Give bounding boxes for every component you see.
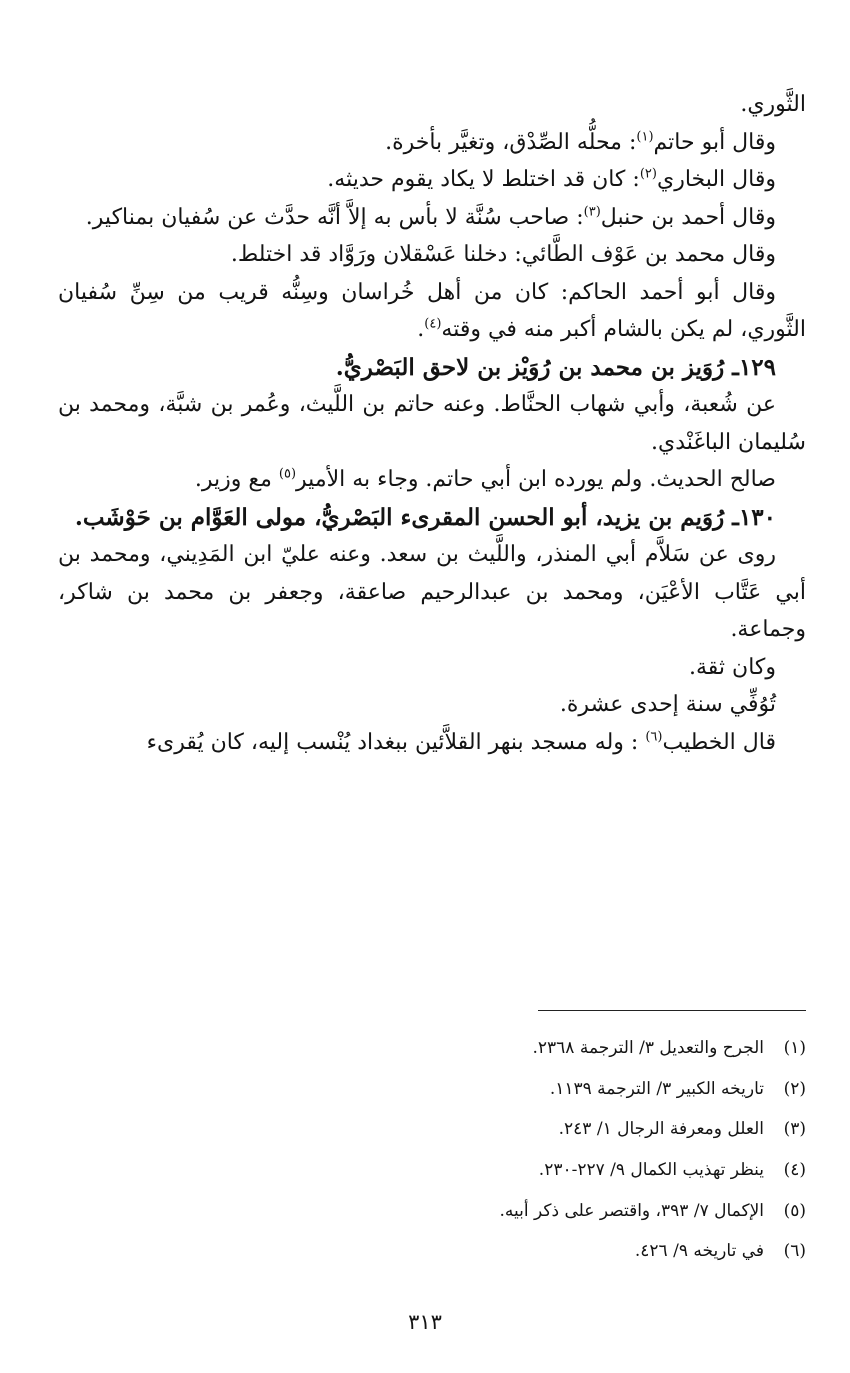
paragraph — [58, 236, 806, 274]
footnote-text: الجرح والتعديل ٣/ الترجمة ٢٣٦٨. — [532, 1038, 764, 1058]
paragraph-text: وقال أحمد بن حنبل — [600, 204, 776, 230]
footnotes — [58, 1028, 806, 1272]
paragraph-text: : صاحب سُنَّة لا بأس به إلاَّ أنَّه حدَّث عن سُفيان بمناكير. — [85, 204, 584, 230]
footnote-item — [58, 1191, 806, 1232]
paragraph-text: : محلُّه الصِّدْق، وتغيَّر بأخرة. — [385, 129, 637, 155]
footnote-item — [58, 1028, 806, 1069]
paragraph — [58, 649, 806, 687]
footnote-ref: (٤) — [424, 316, 442, 332]
paragraph — [58, 724, 806, 762]
paragraph-text: الثَّوري. — [740, 92, 806, 117]
footnote-item — [58, 1109, 806, 1150]
paragraph-text: مع وزير. — [194, 467, 279, 492]
footnote-item — [58, 1231, 806, 1272]
paragraph — [58, 686, 806, 724]
footnote-text: العلل ومعرفة الرجال ١/ ٢٤٣. — [558, 1119, 764, 1140]
paragraph — [58, 124, 806, 162]
paragraph-text: : وله مسجد بنهر القلاَّئين ببغداد يُنْسب إليه، كان يُقرىء — [146, 729, 646, 755]
footnote-ref: (٦) — [645, 729, 663, 745]
paragraph-text: قال الخطيب — [662, 729, 776, 755]
footnote-number: (٣) — [783, 1119, 806, 1140]
paragraph — [58, 86, 806, 124]
footnote-number: (٤) — [783, 1160, 806, 1181]
footnote-text: ينظر تهذيب الكمال ٩/ ٢٢٧-٢٣٠. — [538, 1160, 764, 1181]
footnote-text: الإكمال ٧/ ٣٩٣، واقتصر على ذكر أبيه. — [499, 1200, 764, 1221]
paragraph-text: وقال محمد بن عَوْف الطَّائي: دخلنا عَسْقلان ورَوَّاد قد اختلط. — [230, 242, 776, 267]
paragraph-text: وقال أبو أحمد الحاكم: كان من أهل خُراسان وسِنُّه قريب من سِنِّ سُفيان الثَّوري، لم يكن بالشام أكبر منه في وقته — [58, 279, 806, 342]
heading-text: ١٣٠ـ رُوَيم بن يزيد، أبو الحسن المقرىء البَصْريُّ، مولى العَوَّام بن حَوْشَب. — [74, 503, 776, 531]
paragraph-text: وقال أبو حاتم — [653, 129, 776, 155]
paragraph-text: تُوُفِّي سنة إحدى عشرة. — [559, 692, 776, 717]
paragraph-text: صالح الحديث. ولم يورده ابن أبي حاتم. وجاء به الأمير — [296, 467, 776, 492]
footnote-number: (٥) — [783, 1200, 806, 1221]
paragraph — [58, 536, 806, 649]
paragraph-text: وكان ثقة. — [689, 654, 776, 680]
paragraph-text: عن شُعبة، وأبي شهاب الحنَّاط. وعنه حاتم بن اللَّيث، وعُمر بن شبَّة، ومحمد بن سُليمان الباغَنْدي. — [58, 392, 806, 455]
footnote-number: (٦) — [783, 1241, 806, 1262]
paragraph-text: وقال البخاري — [656, 167, 776, 192]
main-text — [58, 86, 806, 761]
footnote-text: تاريخه الكبير ٣/ الترجمة ١١٣٩. — [549, 1078, 764, 1099]
paragraph — [58, 161, 806, 199]
entry-heading-130 — [58, 499, 806, 537]
paragraph-text: : كان قد اختلط لا يكاد يقوم حديثه. — [327, 167, 640, 192]
paragraph — [58, 274, 806, 349]
footnote-ref: (٢) — [639, 166, 657, 182]
footnote-text: في تاريخه ٩/ ٤٢٦. — [634, 1241, 764, 1262]
footnote-ref: (٥) — [278, 466, 297, 482]
footnote-item — [58, 1150, 806, 1191]
entry-heading-129 — [58, 349, 806, 387]
paragraph — [58, 386, 806, 461]
footnote-item — [58, 1069, 806, 1110]
footnote-number: (١) — [783, 1038, 806, 1058]
footnote-number: (٢) — [783, 1078, 806, 1099]
footnote-divider — [538, 1010, 806, 1011]
paragraph-text: روى عن سَلاَّم أبي المنذر، واللَّيث بن سعد. وعنه عليّ ابن المَدِيني، ومحمد بن أبي عَتَّاب الأعْيَن، ومحمد بن عبدالرحيم صاعقة، وجعفر بن محمد بن شاكر، وجماعة. — [58, 542, 806, 642]
footnote-ref: (١) — [636, 129, 654, 145]
footnote-ref: (٣) — [583, 204, 601, 220]
page-number: ٣١٣ — [408, 1310, 442, 1334]
heading-text: ١٢٩ـ رُوَيز بن محمد بن رُوَيْز بن لاحق البَصْريُّ. — [335, 353, 776, 381]
paragraph — [58, 461, 806, 499]
paragraph-text: . — [417, 317, 425, 342]
paragraph — [58, 199, 806, 237]
